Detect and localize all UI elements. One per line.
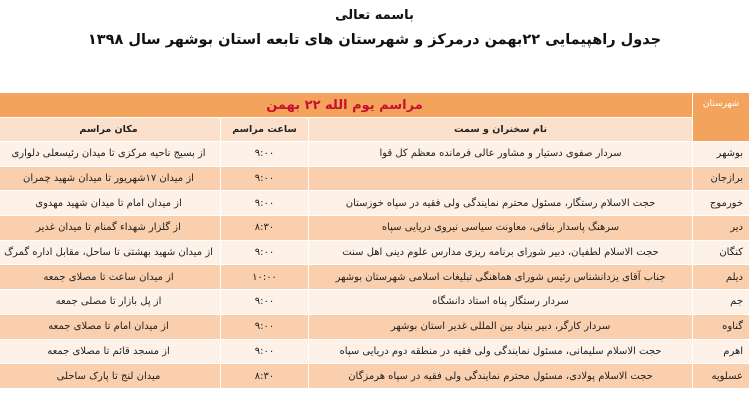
table-row	[0, 339, 749, 364]
place-cell: از بسیج ناحیه مرکزی تا میدان رئیسعلی دلواری	[0, 142, 221, 167]
time-cell: ۹:۰۰	[221, 314, 309, 339]
time-cell: ۹:۰۰	[221, 142, 309, 167]
speaker-column-header: نام سخنران و سمت	[309, 118, 693, 142]
speaker-cell: حجت الاسلام سلیمانی، مسئول نمایندگی ولی فقیه در منطقه دوم دریایی سپاه	[309, 339, 693, 364]
city-cell: خورموج	[693, 191, 749, 216]
place-cell: از میدان امام تا مصلای جمعه	[0, 314, 221, 339]
time-cell: ۹:۰۰	[221, 240, 309, 265]
table-row	[0, 142, 749, 167]
speaker-cell: حجت الاسلام رستگار، مسئول محترم نمایندگی ولی فقیه در سپاه خوزستان	[309, 191, 693, 216]
city-cell: عسلویه	[693, 364, 749, 389]
time-cell: ۹:۰۰	[221, 339, 309, 364]
city-cell: دیلم	[693, 265, 749, 290]
speaker-cell	[309, 166, 693, 191]
city-cell: برازجان	[693, 166, 749, 191]
place-column-header: مکان مراسم	[0, 118, 221, 142]
place-cell: از مسجد قائم تا مصلای جمعه	[0, 339, 221, 364]
speaker-cell: سرهنگ پاسدار بنافی، معاونت سیاسی نیروی دریایی سپاه	[309, 216, 693, 241]
time-cell: ۹:۰۰	[221, 290, 309, 315]
table-row	[0, 314, 749, 339]
speaker-cell: جناب آقای یزدانشناس رئیس شورای هماهنگی تبلیغات اسلامی شهرستان بوشهر	[309, 265, 693, 290]
schedule-table	[0, 92, 749, 389]
table-row	[0, 216, 749, 241]
place-cell: از میدان امام تا میدان شهید مهدوی	[0, 191, 221, 216]
table-row	[0, 265, 749, 290]
time-cell: ۸:۳۰	[221, 216, 309, 241]
city-cell: جم	[693, 290, 749, 315]
speaker-cell: سردار رستگار پناه استاد دانشگاه	[309, 290, 693, 315]
time-cell: ۹:۰۰	[221, 166, 309, 191]
speaker-cell: حجت الاسلام پولادی، مسئول محترم نمایندگی ولی فقیه در سپاه هرمزگان	[309, 364, 693, 389]
city-column-header: شهرستان	[693, 93, 749, 142]
place-cell: میدان لنج تا پارک ساحلی	[0, 364, 221, 389]
speaker-cell: سردار صفوی دستیار و مشاور عالی فرمانده معظم کل قوا	[309, 142, 693, 167]
table-row	[0, 240, 749, 265]
time-cell: ۸:۳۰	[221, 364, 309, 389]
place-cell: از گلزار شهداء گمنام تا میدان غدیر	[0, 216, 221, 241]
table-title: مراسم یوم الله ۲۲ بهمن	[0, 93, 693, 118]
place-cell: از پل بازار تا مصلی جمعه	[0, 290, 221, 315]
place-cell: از میدان ساعت تا مصلای جمعه	[0, 265, 221, 290]
table-row	[0, 290, 749, 315]
city-cell: اهرم	[693, 339, 749, 364]
speaker-cell: حجت الاسلام لطفیان، دبیر شورای برنامه ریزی مدارس علوم دینی اهل سنت	[309, 240, 693, 265]
time-column-header: ساعت مراسم	[221, 118, 309, 142]
city-cell: دیر	[693, 216, 749, 241]
place-cell: از میدان شهید بهشتی تا ساحل، مقابل اداره گمرگ	[0, 240, 221, 265]
table-row	[0, 364, 749, 389]
city-cell: بوشهر	[693, 142, 749, 167]
time-cell: ۱۰:۰۰	[221, 265, 309, 290]
document-heading: باسمه تعالی	[335, 8, 414, 23]
table-row	[0, 166, 749, 191]
city-cell: کنگان	[693, 240, 749, 265]
city-cell: گناوه	[693, 314, 749, 339]
place-cell: از میدان ۱۷شهریور تا میدان شهید چمران	[0, 166, 221, 191]
time-cell: ۹:۰۰	[221, 191, 309, 216]
table-row	[0, 191, 749, 216]
document-title: جدول راهپیمایی ۲۲بهمن درمرکز و شهرستان های تابعه استان بوشهر سال ۱۳۹۸	[87, 32, 662, 48]
speaker-cell: سردار کارگر، دبیر بنیاد بین المللی غدیر استان بوشهر	[309, 314, 693, 339]
